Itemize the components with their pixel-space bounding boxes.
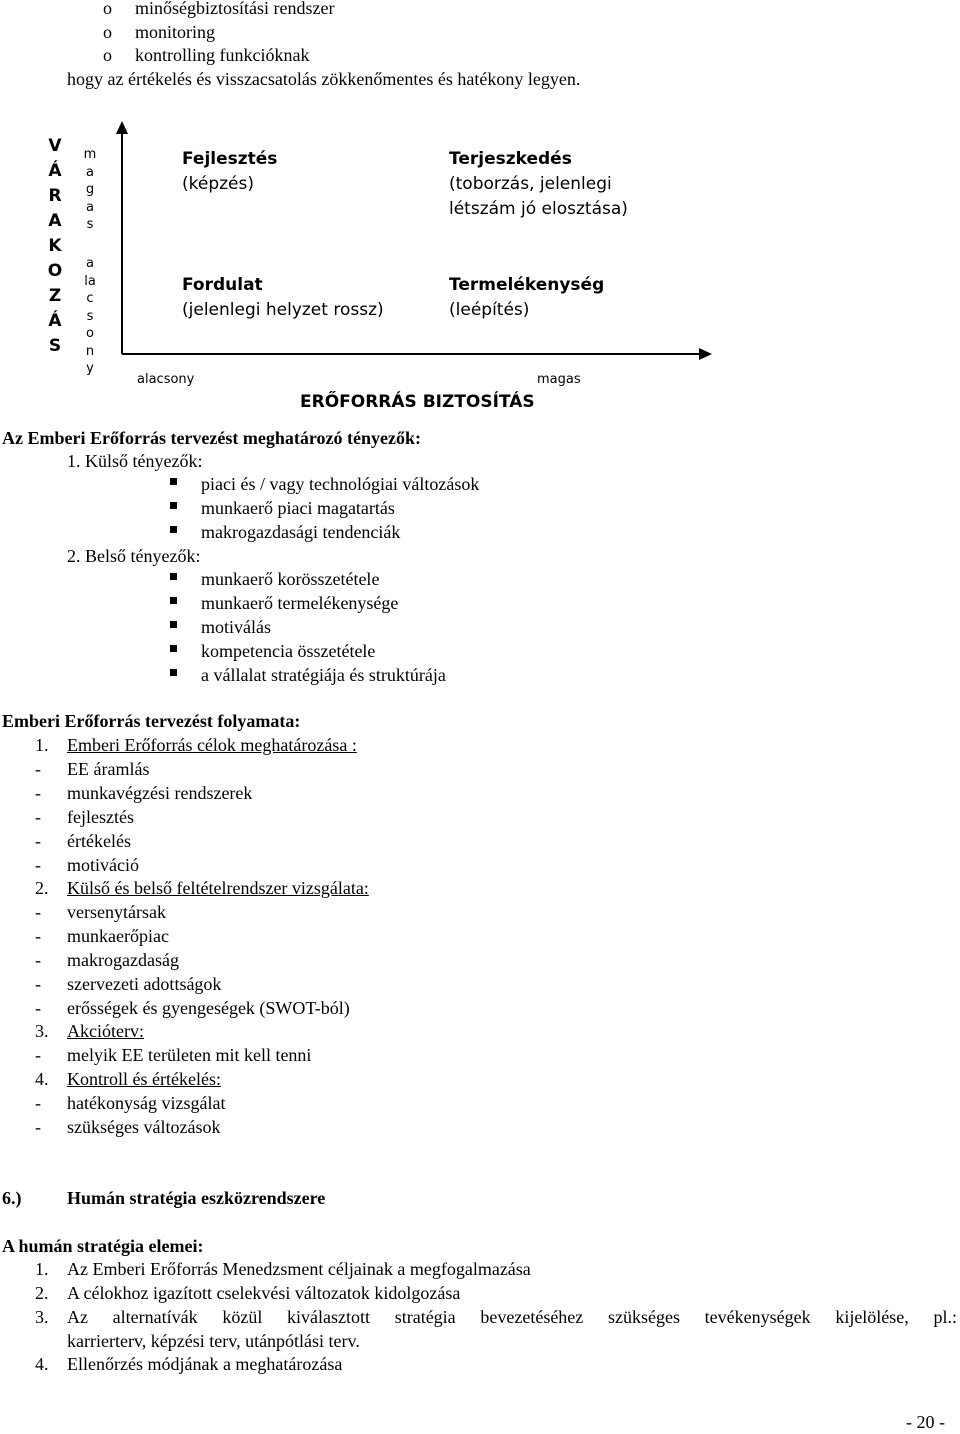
section-subheading: A humán stratégia elemei:	[2, 1236, 204, 1256]
quadrant-top-right	[449, 147, 628, 222]
dash: -	[35, 855, 41, 875]
dash: -	[35, 807, 41, 827]
y-low-letter: s	[86, 308, 94, 324]
list-item: a vállalat stratégiája és struktúrája	[201, 665, 446, 685]
list-bullet: o	[103, 45, 112, 65]
y-high-letter: a	[86, 164, 94, 180]
item-number: 2.	[35, 1283, 49, 1303]
quadrant-text: (képzés)	[182, 174, 254, 194]
y-high-letter: m	[83, 147, 97, 162]
y-title-letter: S	[48, 336, 62, 356]
list-item: Ellenőrzés módjának a meghatározása	[67, 1354, 343, 1374]
section-title: Humán stratégia eszközrendszere	[67, 1188, 326, 1208]
step-title: Kontroll és értékelés:	[67, 1069, 221, 1089]
list-item-continuation: karrierterv, képzési terv, utánpótlási terv.	[67, 1331, 360, 1351]
y-low-letter: la	[84, 273, 96, 289]
square-bullet-icon	[170, 621, 177, 628]
list-item: A célokhoz igazított cselekvési változatok kidolgozása	[67, 1283, 461, 1303]
y-low-letter: y	[86, 361, 94, 376]
dash: -	[35, 831, 41, 851]
list-bullet: o	[103, 0, 112, 18]
square-bullet-icon	[170, 573, 177, 580]
list-item: monitoring	[135, 22, 215, 42]
list-item: versenytársak	[67, 902, 166, 922]
item-number: 4.	[35, 1354, 49, 1374]
square-bullet-icon	[170, 478, 177, 485]
list-item: fejlesztés	[67, 807, 134, 827]
y-axis-high-label	[80, 146, 100, 234]
step-number: 1.	[35, 735, 49, 755]
quadrant-bottom-left	[182, 273, 384, 323]
list-item: makrogazdasági tendenciák	[201, 522, 401, 542]
y-axis-low-label	[80, 255, 100, 378]
quadrant-title: Fejlesztés	[182, 149, 278, 169]
x-axis-arrow-icon	[699, 348, 712, 360]
x-axis-low-label: alacsony	[137, 372, 195, 387]
quadrant-bottom-right	[449, 273, 604, 323]
list-item: kompetencia összetétele	[201, 641, 376, 661]
y-axis-arrow-icon	[116, 121, 128, 134]
list-item: értékelés	[67, 831, 131, 851]
item-number: 3.	[35, 1307, 49, 1327]
step-number: 2.	[35, 878, 49, 898]
y-title-letter: A	[48, 211, 62, 231]
y-high-letter: s	[86, 217, 94, 232]
dash: -	[35, 1045, 41, 1065]
dash: -	[35, 902, 41, 922]
y-title-letter: K	[48, 236, 62, 256]
x-axis-high-label: magas	[537, 372, 581, 387]
y-high-letter: a	[86, 199, 94, 215]
y-low-letter: n	[85, 343, 95, 359]
list-item: Az alternatívák közül kiválasztott stratégia bevezetéséhez szükséges tevékenységek kijelölése, pl.:	[67, 1307, 957, 1327]
y-low-letter: a	[86, 256, 94, 271]
y-title-letter: Á	[48, 161, 62, 181]
list-item: makrogazdaság	[67, 950, 179, 970]
x-axis-title: ERŐFORRÁS BIZTOSÍTÁS	[300, 392, 535, 412]
square-bullet-icon	[170, 502, 177, 509]
quadrant-text: (jelenlegi helyzet rossz)	[182, 300, 384, 320]
square-bullet-icon	[170, 597, 177, 604]
y-title-letter: R	[48, 186, 62, 206]
item-number: 1.	[35, 1259, 49, 1279]
y-title-letter: Á	[48, 311, 62, 331]
y-low-letter: o	[86, 326, 94, 341]
y-high-letter: g	[85, 182, 95, 197]
process-heading: Emberi Erőforrás tervezést folyamata:	[2, 711, 301, 731]
intro-closing: hogy az értékelés és visszacsatolás zökkenőmentes és hatékony legyen.	[67, 69, 581, 89]
quadrant-title: Termelékenység	[449, 275, 605, 295]
step-title: Akcióterv:	[67, 1021, 144, 1041]
dash: -	[35, 926, 41, 946]
step-title: Emberi Erőforrás célok meghatározása :	[67, 735, 357, 755]
page-number: - 20 -	[906, 1412, 945, 1432]
square-bullet-icon	[170, 526, 177, 533]
list-item: piaci és / vagy technológiai változások	[201, 474, 480, 494]
list-item: munkaerő termelékenysége	[201, 593, 399, 613]
internal-factors-label: 2. Belső tényezők:	[67, 546, 201, 566]
square-bullet-icon	[170, 645, 177, 652]
y-title-letter: Z	[48, 286, 62, 306]
step-title: Külső és belső feltételrendszer vizsgálata:	[67, 878, 369, 898]
dash: -	[35, 1117, 41, 1137]
list-item: munkaerő piaci magatartás	[201, 498, 395, 518]
square-bullet-icon	[170, 669, 177, 676]
quadrant-title: Terjeszkedés	[449, 149, 572, 169]
y-title-letter: O	[47, 261, 63, 281]
dash: -	[35, 974, 41, 994]
dash: -	[35, 950, 41, 970]
list-item: munkaerő korösszetétele	[201, 569, 380, 589]
dash: -	[35, 1093, 41, 1113]
section-number: 6.)	[2, 1188, 22, 1208]
list-item: EE áramlás	[67, 759, 150, 779]
factors-heading: Az Emberi Erőforrás tervezést meghatározó tényezők:	[2, 428, 422, 448]
list-item: munkavégzési rendszerek	[67, 783, 253, 803]
list-item: erősségek és gyengeségek (SWOT-ból)	[67, 998, 350, 1018]
external-factors-label: 1. Külső tényezők:	[67, 451, 203, 471]
list-item: hatékonyság vizsgálat	[67, 1093, 226, 1113]
list-item: motiválás	[201, 617, 271, 637]
dash: -	[35, 783, 41, 803]
list-item: motiváció	[67, 855, 139, 875]
dash: -	[35, 759, 41, 779]
quadrant-text: létszám jó elosztása)	[449, 199, 628, 219]
dash: -	[35, 998, 41, 1018]
list-item: minőségbiztosítási rendszer	[135, 0, 335, 18]
list-item: Az Emberi Erőforrás Menedzsment céljainak a megfogalmazása	[67, 1259, 531, 1279]
y-axis-title	[44, 134, 66, 359]
quadrant-top-left	[182, 147, 277, 197]
step-number: 3.	[35, 1021, 49, 1041]
list-item: kontrolling funkcióknak	[135, 45, 310, 65]
list-item: szükséges változások	[67, 1117, 221, 1137]
quadrant-text: (toborzás, jelenlegi	[449, 174, 612, 194]
y-title-letter: V	[48, 136, 62, 156]
quadrant-title: Fordulat	[182, 275, 263, 295]
list-item: melyik EE területen mit kell tenni	[67, 1045, 312, 1065]
list-item: szervezeti adottságok	[67, 974, 222, 994]
quadrant-text: (leépítés)	[449, 300, 530, 320]
y-low-letter: c	[86, 291, 94, 306]
list-item: munkaerőpiac	[67, 926, 169, 946]
step-number: 4.	[35, 1069, 49, 1089]
list-bullet: o	[103, 22, 112, 42]
